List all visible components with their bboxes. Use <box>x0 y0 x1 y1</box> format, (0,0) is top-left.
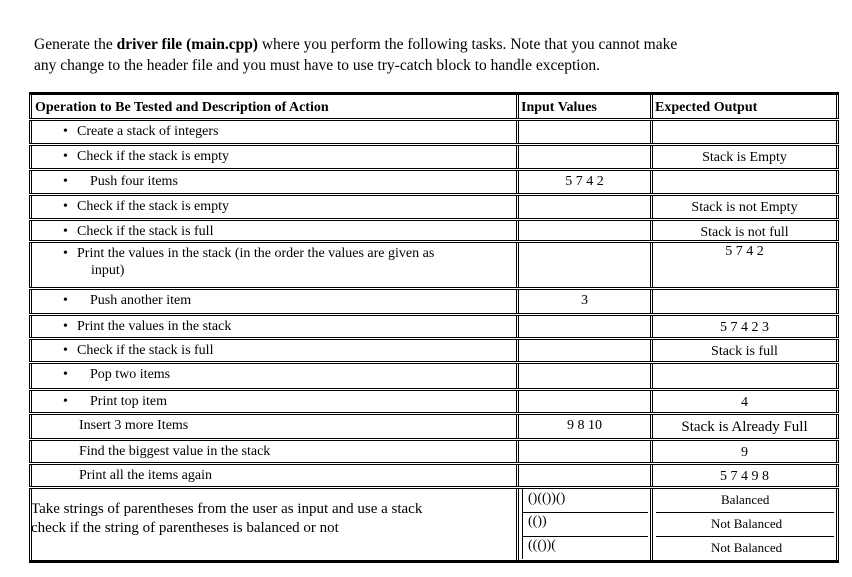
operation-cell: Check if the stack is full <box>77 224 214 239</box>
table-border-right <box>836 92 839 562</box>
header-operation: Operation to Be Tested and Description of Action <box>35 100 329 115</box>
parens-input-1: ()(())() <box>528 491 566 506</box>
operation-cell: Print the values in the stack (in the order the values are given as <box>77 246 435 261</box>
bullet-icon: • <box>63 367 68 382</box>
parens-output-2: Not Balanced <box>711 516 783 531</box>
header-input-values: Input Values <box>521 100 597 115</box>
row-separator <box>29 337 839 340</box>
test-table <box>29 92 839 562</box>
operation-cell: Create a stack of integers <box>77 124 219 139</box>
input-value-cell: 3 <box>581 293 588 308</box>
row-separator <box>29 193 839 196</box>
table-border-bottom <box>29 560 839 563</box>
row-separator <box>29 143 839 146</box>
table-border-col1 <box>516 92 519 562</box>
row-separator <box>29 462 839 465</box>
parens-description-line-1: Take strings of parentheses from the user as input and use a stack <box>31 501 423 517</box>
operation-cell: Push another item <box>90 293 192 308</box>
expected-output-cell: 5 7 4 2 <box>725 244 764 259</box>
operation-cell: Check if the stack is full <box>77 343 214 358</box>
bullet-icon: • <box>63 149 68 164</box>
expected-output-cell: 5 7 4 9 8 <box>720 469 769 484</box>
expected-output-cell: Stack is not full <box>700 225 789 240</box>
instructions-line-1 <box>34 34 814 55</box>
operation-cell: Check if the stack is empty <box>77 149 230 164</box>
bullet-icon: • <box>63 246 68 261</box>
expected-output-cell: 5 7 4 2 3 <box>720 320 769 335</box>
row-separator <box>29 412 839 415</box>
expected-output-cell: Stack is Already Full <box>681 419 808 435</box>
instructions <box>34 34 814 76</box>
parens-output-3: Not Balanced <box>711 540 783 555</box>
bullet-icon: • <box>63 293 68 308</box>
operation-cell: Pop two items <box>90 367 171 382</box>
input-value-cell: 9 8 10 <box>567 418 602 433</box>
instructions-line-2: any change to the header file and you must have to use try-catch block to handle exception. <box>34 57 600 74</box>
bullet-icon: • <box>63 343 68 358</box>
row-separator <box>29 361 839 364</box>
bullet-icon: • <box>63 174 68 189</box>
driver-file-name: driver file (main.cpp) <box>116 36 258 53</box>
bullet-icon: • <box>63 394 68 409</box>
table-border-left <box>29 92 32 562</box>
row-separator <box>29 240 839 243</box>
parens-divider <box>656 512 834 513</box>
row-separator <box>29 388 839 391</box>
row-separator <box>29 118 839 121</box>
bullet-icon: • <box>63 124 68 139</box>
bullet-icon: • <box>63 319 68 334</box>
parens-divider <box>522 512 648 513</box>
parens-output-1: Balanced <box>721 492 770 507</box>
instructions-text: Generate the <box>34 36 117 53</box>
row-separator <box>29 287 839 290</box>
table-border-top <box>29 92 839 95</box>
parens-input-3: ((())( <box>528 538 556 553</box>
expected-output-cell: Stack is full <box>711 344 778 359</box>
operation-cell-continued: input) <box>91 263 125 278</box>
expected-output-cell: 9 <box>741 445 748 460</box>
operation-cell: Check if the stack is empty <box>77 199 230 214</box>
parens-divider <box>656 536 834 537</box>
row-separator <box>29 486 839 489</box>
row-separator <box>29 313 839 316</box>
parens-input-2: (()) <box>528 514 547 529</box>
parens-description-line-2: check if the string of parentheses is balanced or not <box>31 520 339 536</box>
bullet-icon: • <box>63 199 68 214</box>
operation-cell: Find the biggest value in the stack <box>79 444 271 459</box>
operation-cell: Print top item <box>90 394 167 409</box>
parens-divider <box>522 536 648 537</box>
row-separator <box>29 438 839 441</box>
input-value-cell: 5 7 4 2 <box>565 174 604 189</box>
operation-cell: Push four items <box>90 174 178 189</box>
row-separator <box>29 168 839 171</box>
bullet-icon: • <box>63 224 68 239</box>
operation-cell: Print the values in the stack <box>77 319 232 334</box>
expected-output-cell: Stack is not Empty <box>691 200 798 215</box>
expected-output-cell: Stack is Empty <box>702 150 787 165</box>
expected-output-cell: 4 <box>741 395 748 410</box>
row-separator <box>29 218 839 221</box>
parens-input-cells <box>522 488 649 559</box>
instructions-text: where you perform the following tasks. Note that you cannot make <box>257 36 678 53</box>
header-expected-output: Expected Output <box>655 100 758 115</box>
operation-cell: Insert 3 more Items <box>79 418 189 433</box>
operation-cell: Print all the items again <box>79 468 212 483</box>
